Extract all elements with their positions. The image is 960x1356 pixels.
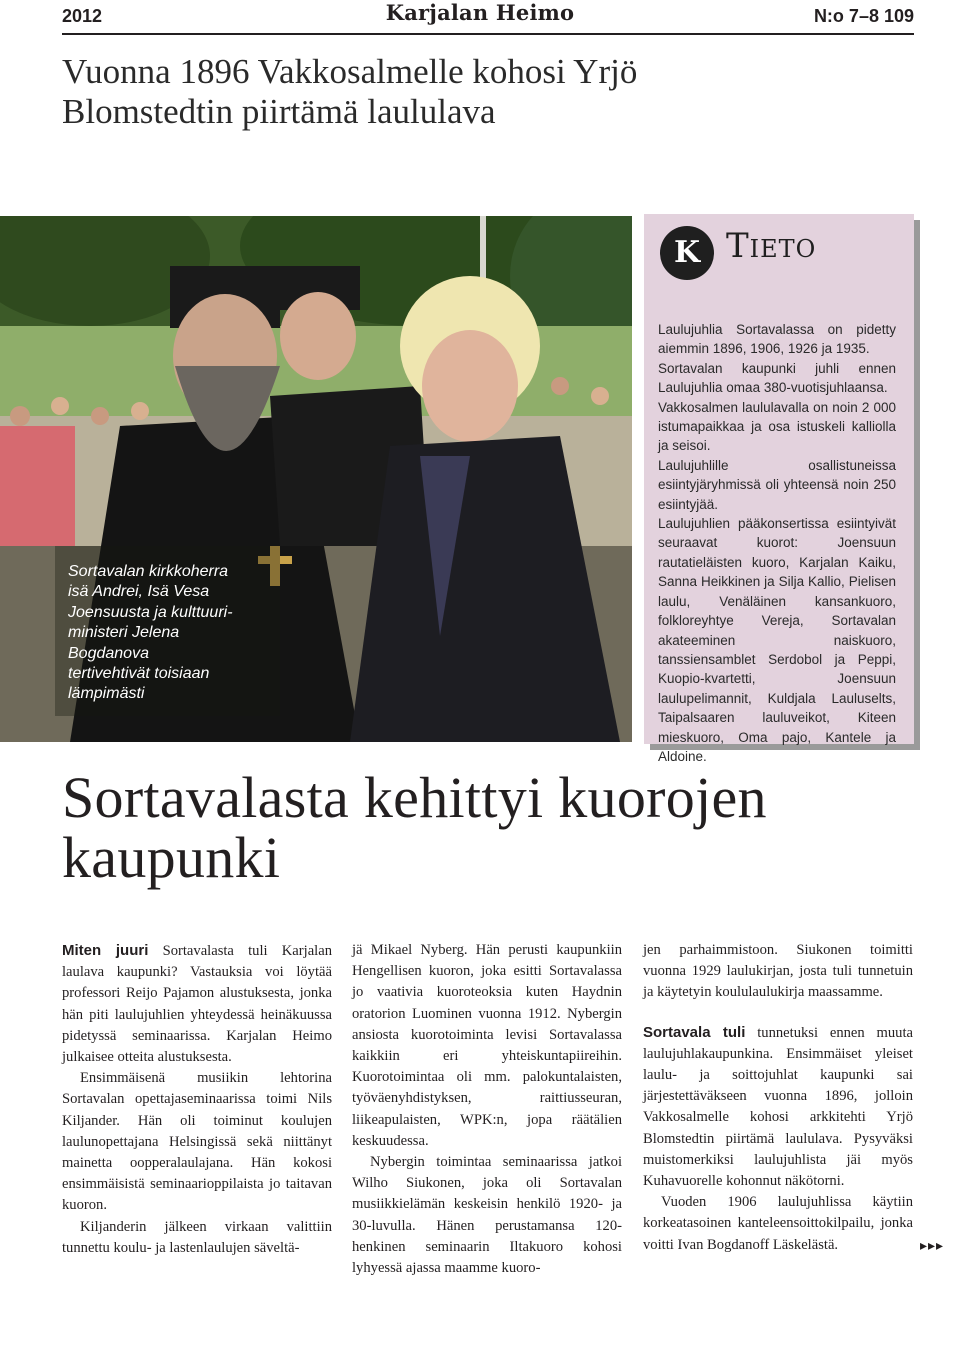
paragraph-text: Sortavalasta tuli Karjalan laulava kaupunki? Vastauksia voi löytää professori Reijo Pajamon alustuksesta, jonka hän piti laulujuhlien yhteydessä heinäkuussa pidetyssä seminaarissa. Karjalan Heimo julkaisee otteita alustuksesta.: [62, 943, 333, 1066]
article-column-2: [352, 940, 622, 1279]
paragraph-text: Vuoden 1906 laulujuhlissa käytiin korkeatasoinen kanteleensoittokilpailu, jonka voitti Ivan Bogdanoff Läskelästä.: [643, 1194, 913, 1253]
info-paragraph: Vakkosalmen laululavalla on noin 2 000 istumapaikkaa ja osa istuskeli kalliolla ja seisoi.: [658, 399, 896, 454]
paragraph-text: jen parhaimmistoon. Siukonen toimitti vuonna 1929 laulukirjan, josta tuli tunnetuin ja käytetyin koululaulukirja maassamme.: [643, 942, 913, 1001]
info-box-body: [658, 320, 896, 766]
info-paragraph: Sortavalan kaupunki juhli ennen Laulujuhlia omaa 380-vuotisjuhlaansa.: [658, 360, 896, 396]
info-paragraph: Laulujuhlia Sortavalassa on pidetty aiemmin 1896, 1906, 1926 ja 1935.: [658, 322, 896, 357]
lead-in: Sortavala tuli: [643, 1023, 746, 1041]
continue-arrows-icon: ▸▸▸: [920, 1239, 945, 1254]
paragraph-text: Nybergin toimintaa seminaarissa jatkoi Wilho Siukonen, joka oli Sortavalan musiikkielämän keskeisin henkilö 1920- ja 30-luvulla. Hänen perustamansa 120-henkinen seminaarin Iltakuoro kohosi lyhyessä ajassa maamme kuoro-: [352, 1154, 622, 1277]
paragraph-text: Ensimmäisenä musiikin lehtorina Sortavalan opettajaseminaarissa toimi Nils Kiljander. Hän oli toiminut koulujen laulunopettajana Helsingissä sekä niittänyt mainetta oopperalaulajana. Hän kokosi ensimmäisistä seminaarioppilaista jo taitavan kuoron.: [62, 1070, 332, 1214]
paragraph-text: jä Mikael Nyberg. Hän perusti kaupunkiin Hengellisen kuoron, joka esitti Sortavalassa jo vaativia kuoroteoksia kuten Haydnin oratorion Luominen vuonna 1912. Nybergin ansiosta kuorotoiminta levisi Sortavalassa kaikkiin eri yhteiskuntapiireihin. Kuorotoimintaa oli mm. palokuntalaisten, työväenyhdistyksen, raittiusseuran, liikeapulaisten, WPK:n, jopa räätälien keskuudessa.: [352, 942, 622, 1149]
photo-caption: Sortavalan kirkkoherra isä Andrei, Isä Vesa Joensuusta ja kulttuuri- ministeri Jelena Bogdanova tertivehtivät toisiaan lämpimästi: [68, 563, 233, 703]
paragraph-text: tunnetuksi ennen muuta laulujuhlakaupunkina. Ensimmäiset yleiset laulu- ja soittojuhlat kaupunki sai järjestettäväkseen vuonna 1896, jolloin Vakkosalmelle kohosi arkkitehti Yrjö Blomstedtin piirtämä laululava. Pysyväksi muistomerkiksi laulujuhlista jäi myös Kuhavuorelle kohonnut näkötorni.: [643, 1024, 914, 1190]
article-title: Sortavalasta kehittyi kuorojen kaupunki: [62, 765, 767, 890]
top-headline: Vuonna 1896 Vakkosalmelle kohosi Yrjö Blomstedtin piirtämä laululava: [62, 52, 638, 131]
article-column-3: [643, 940, 913, 1256]
issue-number: N:o 7–8 109: [813, 6, 914, 26]
newspaper-name: Karjalan Heimo: [385, 0, 575, 25]
info-paragraph: Laulujuhlien pääkonsertissa esiintyivät seuraavat kuorot: Joensuun rautatieläisten kuoro, Karjalan Kaiku, Sanna Heikkinen ja Silja Kallio, Pielisen laulu, Venäläinen kansankuoro, folkloreyhtye Vereja, Sortavalan akateeminen naiskuoro, tanssiensamblet Serdobol ja Peppi, Kuopio-kvartetti, Joensuun laulupelimannit, Kuldjala Lauluselts, Taipalsaaren lauluveikot, Kiteen mieskuoro, Oma pajo, Kantele ja Aldoine.: [658, 516, 896, 764]
paragraph-text: Kiljanderin jälkeen virkaan valittiin tunnettu koulu- ja lastenlaulujen säveltä-: [62, 1218, 332, 1256]
header-rule: [62, 33, 914, 35]
page-year: 2012: [62, 6, 103, 26]
article-column-1: [62, 940, 332, 1259]
heimo-logo-icon: K: [660, 226, 714, 280]
lead-in: Miten juuri: [62, 942, 149, 959]
info-paragraph: Laulujuhlille osallistuneissa esiintyjäryhmissä oli yhteensä noin 250 esiintyjää.: [658, 457, 896, 512]
info-box-title: Tieto: [726, 226, 817, 266]
